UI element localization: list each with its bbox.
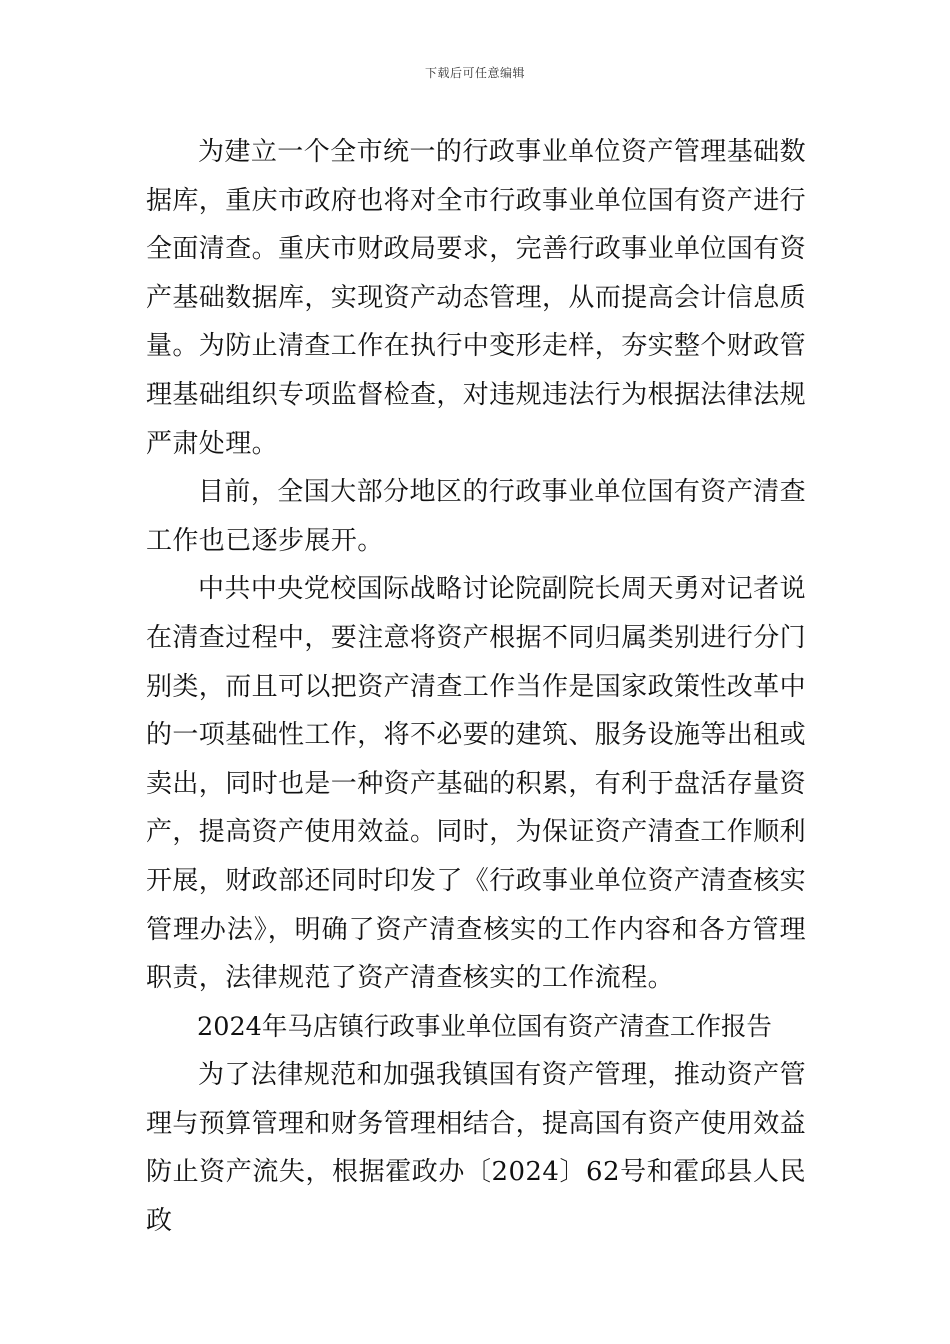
document-body: [146, 128, 806, 1246]
paragraph-chongqing-inventory: 为建立一个全市统一的行政事业单位资产管理基础数据库，重庆市政府也将对全市行政事业单位国有资产进行全面清查。重庆市财政局要求，完善行政事业单位国有资产基础数据库，实现资产动态管理，从而提高会计信息质量。为防止清查工作在执行中变形走样，夯实整个财政管理基础组织专项监督检查，对违规违法行为根据法律法规严肃处理。: [146, 137, 807, 459]
report-title: 2024年马店镇行政事业单位国有资产清查工作报告: [197, 1011, 772, 1042]
paragraph-expert-comment: 中共中央党校国际战略讨论院副院长周天勇对记者说在清查过程中，要注意将资产根据不同归属类别进行分门别类，而且可以把资产清查工作当作是国家政策性改革中的一项基础性工作，将不必要的建筑、服务设施等出租或卖出，同时也是一种资产基础的积累，有利于盘活存量资产，提高资产使用效益。同时，为保证资产清查工作顺利开展，财政部还同时印发了《行政事业单位资产清查核实管理办法》，明确了资产清查核实的工作内容和各方管理职责，法律规范了资产清查核实的工作流程。: [146, 574, 807, 994]
page-header-note: 下载后可任意编辑: [424, 66, 525, 80]
paragraph-national-progress: 目前，全国大部分地区的行政事业单位国有资产清查工作也已逐步展开。: [146, 477, 806, 556]
paragraph-report-intro: 为了法律规范和加强我镇国有资产管理，推动资产管理与预算管理和财务管理相结合，提高国有资产使用效益防止资产流失，根据霍政办〔2024〕62号和霍邱县人民政: [146, 1060, 807, 1237]
